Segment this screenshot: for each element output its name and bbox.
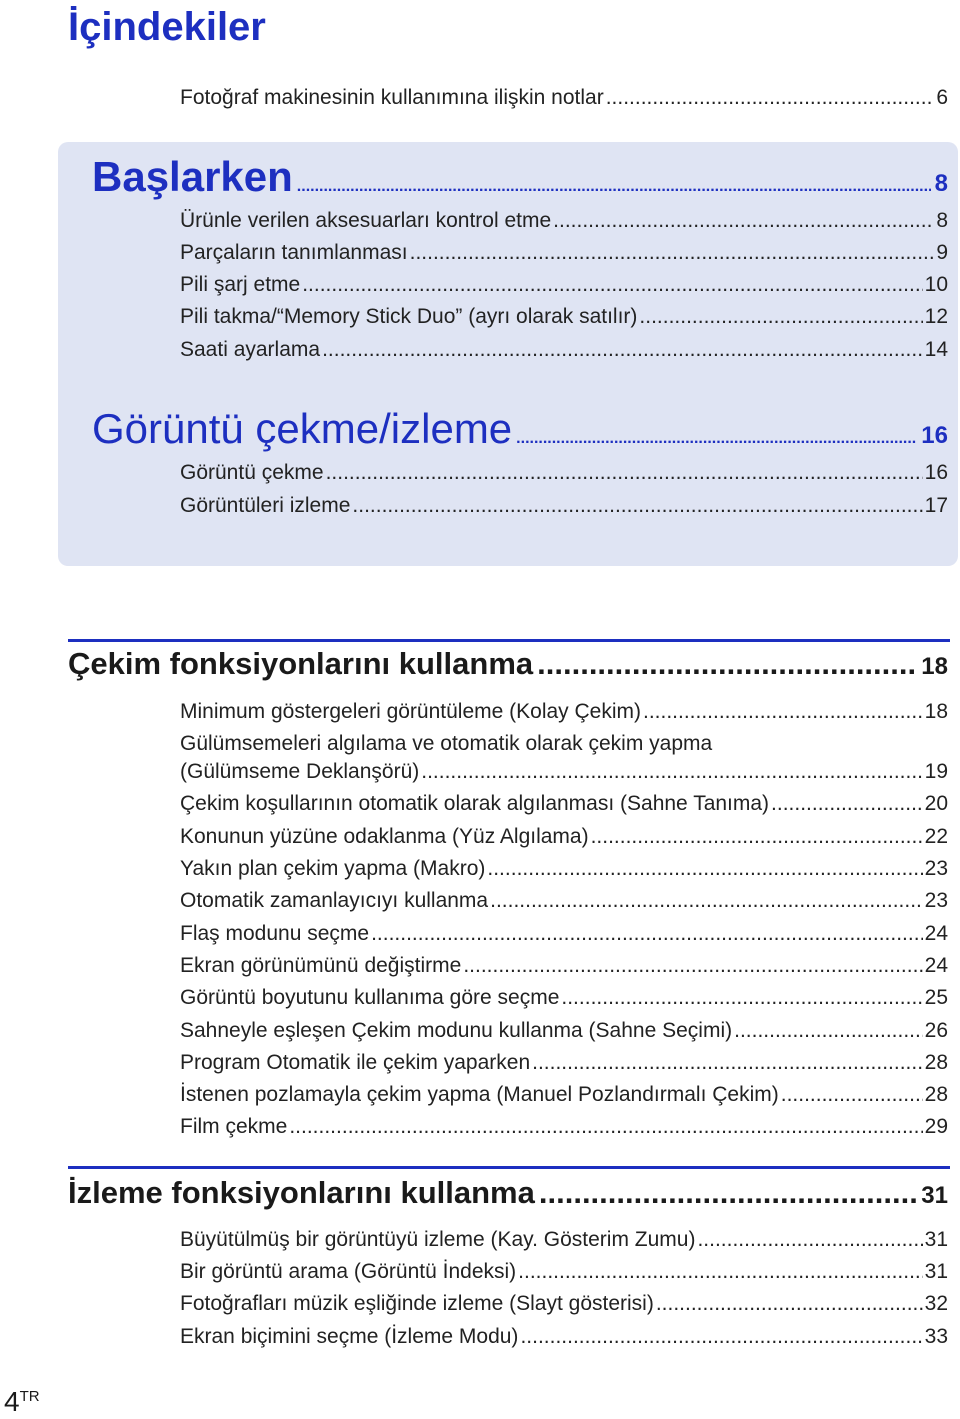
dot-leader: [352, 493, 922, 519]
dot-leader: [289, 1114, 922, 1140]
toc-entry-label: Büyütülmüş bir görüntüyü izleme (Kay. Gösterim Zumu): [180, 1228, 696, 1251]
page-number-value: 4: [4, 1386, 20, 1417]
toc-entry[interactable]: [180, 953, 948, 979]
section-page: 18: [921, 653, 948, 680]
dot-leader: [410, 240, 935, 266]
dot-leader: [771, 791, 923, 817]
toc-entry-label: Görüntüleri izleme: [180, 494, 351, 517]
dot-leader: [463, 953, 922, 979]
toc-entry-page: 23: [924, 857, 948, 880]
dot-leader: [591, 824, 923, 850]
dot-leader: [532, 1050, 923, 1076]
toc-entry[interactable]: [180, 759, 948, 785]
toc-entry-label: Parçaların tanımlanması: [180, 241, 408, 264]
section-title: Görüntü çekme/izleme: [92, 405, 513, 452]
toc-entry-label: Bir görüntü arama (Görüntü İndeksi): [180, 1260, 517, 1283]
dot-leader: [537, 645, 917, 683]
section-title: Başlarken: [92, 153, 293, 200]
toc-entry[interactable]: [180, 1114, 948, 1140]
dot-leader: [520, 1324, 922, 1350]
dot-leader: [297, 178, 931, 196]
dot-leader: [639, 304, 922, 330]
toc-entry[interactable]: [180, 1227, 948, 1253]
toc-entry-label: Görüntü çekme: [180, 461, 324, 484]
page-title: İçindekiler: [68, 5, 266, 49]
toc-entry[interactable]: [180, 1291, 948, 1317]
toc-entry-page: 19: [924, 760, 948, 783]
toc-entry-page: 33: [924, 1325, 948, 1348]
section-divider: [68, 639, 950, 642]
toc-entry[interactable]: [180, 856, 948, 882]
toc-entry[interactable]: [180, 1259, 948, 1285]
dot-leader: [487, 856, 922, 882]
toc-entry-page: 28: [924, 1083, 948, 1106]
dot-leader: [421, 759, 922, 785]
toc-entry[interactable]: [180, 1324, 948, 1350]
toc-entry-label: Çekim koşullarının otomatik olarak algılanması (Sahne Tanıma): [180, 792, 770, 815]
section-page: 8: [934, 170, 948, 197]
dot-leader: [561, 985, 922, 1011]
toc-entry-label: Pili takma/“Memory Stick Duo” (ayrı olarak satılır): [180, 305, 638, 328]
dot-leader: [656, 1291, 923, 1317]
toc-entry-label: Flaş modunu seçme: [180, 922, 370, 945]
toc-entry[interactable]: [180, 985, 948, 1011]
dot-leader: [606, 85, 935, 111]
toc-entry[interactable]: [180, 791, 948, 817]
section-title: İzleme fonksiyonlarını kullanma: [68, 1175, 535, 1210]
section-heading-goruntu[interactable]: [92, 404, 948, 454]
toc-entry[interactable]: [180, 888, 948, 914]
toc-entry-notes[interactable]: [180, 85, 948, 111]
toc-entry[interactable]: [180, 208, 948, 234]
toc-entry-label: Pili şarj etme: [180, 273, 301, 296]
toc-entry-label: Görüntü boyutunu kullanıma göre seçme: [180, 986, 560, 1009]
dot-leader: [697, 1227, 922, 1253]
section-divider: [68, 1166, 950, 1169]
toc-entry-label: İstenen pozlamayla çekim yapma (Manuel Pozlandırmalı Çekim): [180, 1083, 779, 1106]
section-heading-izleme[interactable]: [68, 1174, 948, 1215]
toc-entry[interactable]: [180, 460, 948, 486]
toc-entry[interactable]: [180, 1082, 948, 1108]
toc-entry-page: 14: [924, 338, 948, 361]
dot-leader: [302, 272, 922, 298]
toc-entry-label: Fotoğraf makinesinin kullanımına ilişkin notlar: [180, 86, 604, 109]
toc-entry-page: 31: [924, 1260, 948, 1283]
toc-entry[interactable]: [180, 240, 948, 266]
toc-entry-page: 32: [924, 1292, 948, 1315]
toc-entry-page: 6: [936, 86, 948, 109]
toc-entry[interactable]: [180, 699, 948, 725]
toc-entry-page: 9: [936, 241, 948, 264]
toc-entry-page: 26: [924, 1019, 948, 1042]
toc-entry-page: 8: [936, 209, 948, 232]
toc-entry-page: 18: [924, 700, 948, 723]
toc-entry-label: Saati ayarlama: [180, 338, 321, 361]
toc-entry[interactable]: [180, 304, 948, 330]
toc-entry-page: 25: [924, 986, 948, 1009]
toc-entry-label: Ürünle verilen aksesuarları kontrol etme: [180, 209, 552, 232]
toc-entry-label: Otomatik zamanlayıcıyı kullanma: [180, 889, 489, 912]
section-page: 31: [921, 1182, 948, 1209]
toc-entry-page: 28: [924, 1051, 948, 1074]
toc-entry-label: Fotoğrafları müzik eşliğinde izleme (Slayt gösterisi): [180, 1292, 654, 1315]
section-page: 16: [921, 422, 948, 449]
dot-leader: [734, 1018, 923, 1044]
toc-entry-page: 24: [924, 922, 948, 945]
dot-leader: [781, 1082, 923, 1108]
toc-entry-label: Sahneyle eşleşen Çekim modunu kullanma (Sahne Seçimi): [180, 1019, 733, 1042]
toc-entry-label: Ekran biçimini seçme (İzleme Modu): [180, 1325, 519, 1348]
dot-leader: [539, 1174, 917, 1212]
dot-leader: [490, 888, 923, 914]
toc-entry-label: Film çekme: [180, 1115, 288, 1138]
toc-entry-page: 10: [924, 273, 948, 296]
toc-entry-label-line1: Gülümsemeleri algılama ve otomatik olarak çekim yapma: [180, 732, 713, 755]
toc-entry[interactable]: [180, 921, 948, 947]
dot-leader: [643, 699, 923, 725]
toc-entry-page: 20: [924, 792, 948, 815]
toc-entry[interactable]: [180, 272, 948, 298]
dot-leader: [322, 337, 923, 363]
toc-entry[interactable]: [180, 1050, 948, 1076]
toc-entry-page: 17: [924, 494, 948, 517]
toc-entry-label: Program Otomatik ile çekim yaparken: [180, 1051, 531, 1074]
toc-entry-label: Minimum göstergeleri görüntüleme (Kolay Çekim): [180, 700, 641, 723]
toc-entry-page: 22: [924, 825, 948, 848]
toc-entry-page: 16: [924, 461, 948, 484]
toc-entry-page: 23: [924, 889, 948, 912]
section-heading-baslarken[interactable]: [92, 152, 948, 202]
dot-leader: [516, 430, 917, 448]
toc-entry[interactable]: [180, 337, 948, 363]
dot-leader: [553, 208, 934, 234]
dot-leader: [371, 921, 923, 947]
section-title: Çekim fonksiyonlarını kullanma: [68, 646, 534, 681]
toc-entry-label: Konunun yüzüne odaklanma (Yüz Algılama): [180, 825, 589, 848]
toc-entry[interactable]: [180, 824, 948, 850]
toc-entry[interactable]: [180, 1018, 948, 1044]
dot-leader: [518, 1259, 922, 1285]
toc-entry[interactable]: [180, 493, 948, 519]
toc-entry-page: 29: [924, 1115, 948, 1138]
toc-entry-label: Yakın plan çekim yapma (Makro): [180, 857, 486, 880]
toc-entry-label: (Gülümseme Deklanşörü): [180, 760, 420, 783]
page-number: [4, 1380, 40, 1419]
toc-entry-page: 31: [924, 1228, 948, 1251]
toc-entry-page: 12: [924, 305, 948, 328]
page-number-suffix: TR: [19, 1388, 40, 1405]
toc-entry-page: 24: [924, 954, 948, 977]
toc-entry-label: Ekran görünümünü değiştirme: [180, 954, 462, 977]
section-heading-cekim[interactable]: [68, 645, 948, 686]
dot-leader: [326, 460, 923, 486]
